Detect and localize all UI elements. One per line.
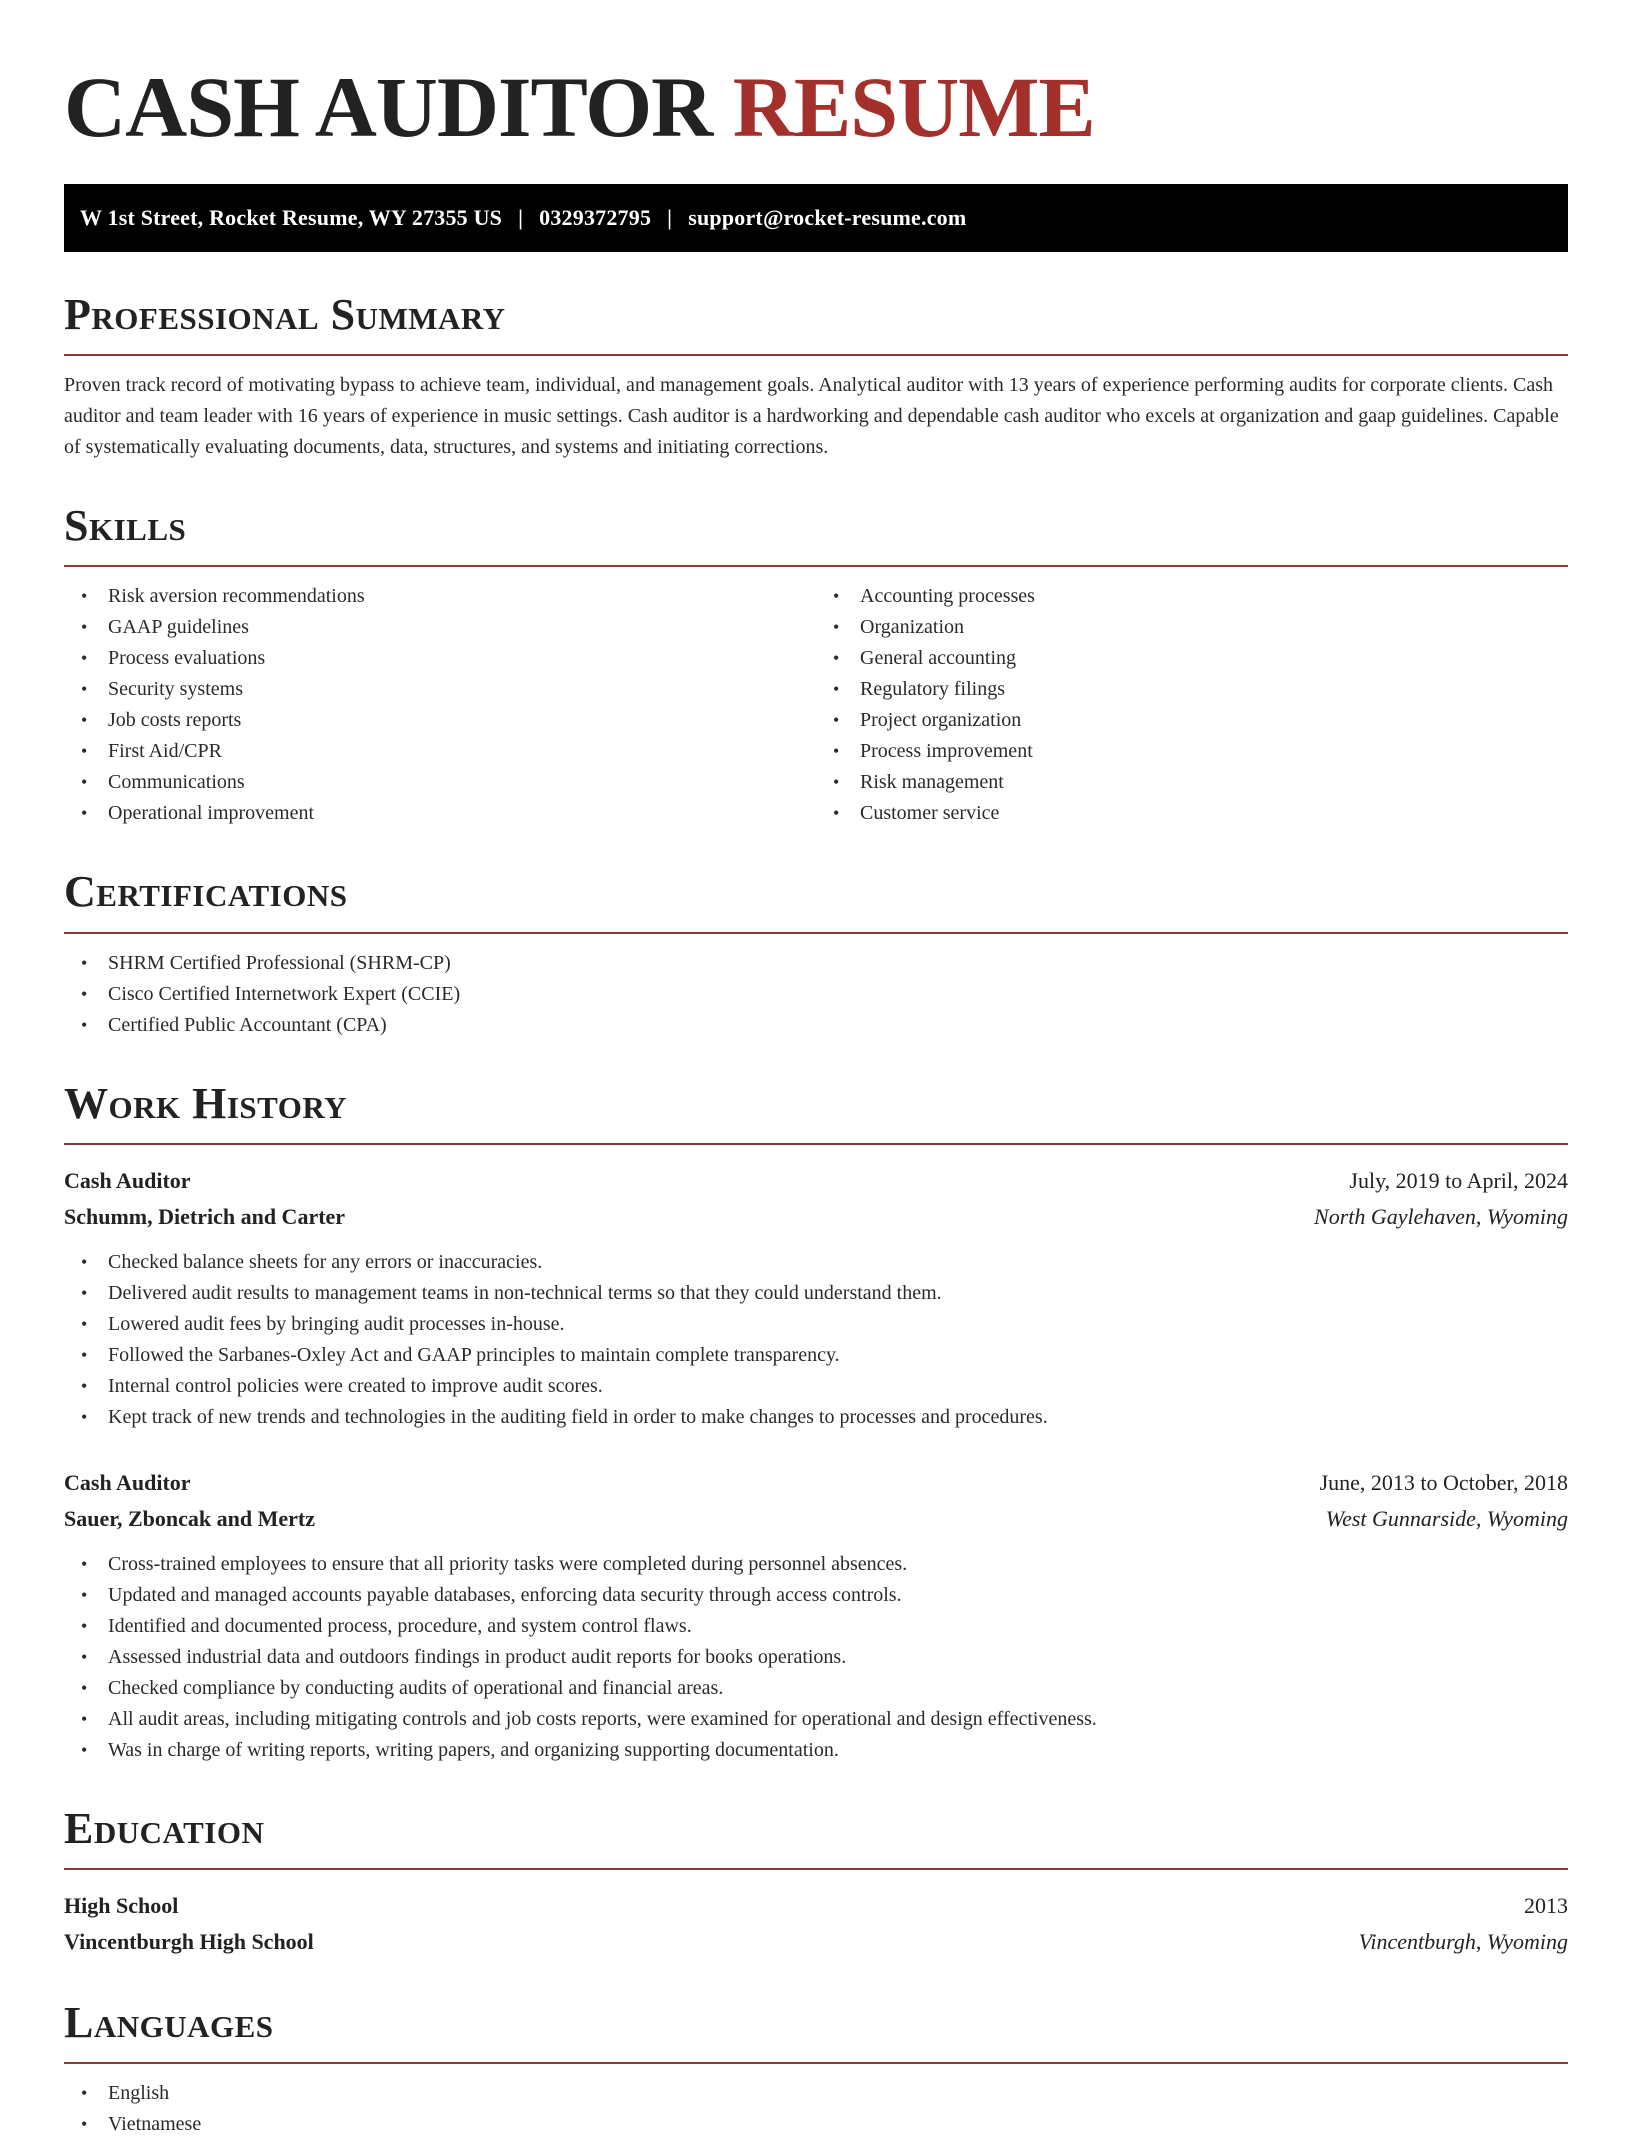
skills-list-left	[64, 581, 816, 829]
education-entry	[64, 1888, 1568, 1960]
skill-item: • Process improvement	[816, 736, 1568, 767]
job-duty-item: • All audit areas, including mitigating controls and job costs reports, were examined for operational and design effectiveness.	[64, 1704, 1568, 1735]
job-duty-item: • Updated and managed accounts payable databases, enforcing data security through access controls.	[64, 1580, 1568, 1611]
title-main: CASH AUDITOR	[64, 59, 713, 155]
section-divider	[64, 1143, 1568, 1145]
contact-separator: |	[667, 205, 673, 230]
job-duty-item: • Was in charge of writing reports, writing papers, and organizing supporting documentation.	[64, 1735, 1568, 1766]
job-duty-item: • Kept track of new trends and technologies in the auditing field in order to make changes to processes and procedures.	[64, 1402, 1568, 1433]
skill-item: • Risk aversion recommendations	[64, 581, 816, 612]
language-item: • Vietnamese	[64, 2109, 1568, 2140]
languages-list	[64, 2078, 1568, 2140]
section-divider	[64, 354, 1568, 356]
job-duties-list	[64, 1247, 1568, 1433]
job-entry	[64, 1163, 1568, 1433]
education-degree-row	[64, 1888, 1568, 1924]
job-company-row	[64, 1501, 1568, 1537]
certifications-heading: Certifications	[64, 867, 348, 917]
skill-item: • Organization	[816, 612, 1568, 643]
job-company-row	[64, 1199, 1568, 1235]
job-location: North Gaylehaven, Wyoming	[1314, 1203, 1568, 1229]
skills-list-right	[816, 581, 1568, 829]
education-heading: Education	[64, 1803, 265, 1853]
job-duty-item: • Checked balance sheets for any errors or inaccuracies.	[64, 1247, 1568, 1278]
job-title: Cash Auditor	[64, 1167, 191, 1193]
contact-bar	[64, 184, 1568, 252]
resume-title	[64, 56, 1568, 155]
job-company: Schumm, Dietrich and Carter	[64, 1203, 346, 1229]
job-header-row	[64, 1163, 1568, 1199]
title-accent: RESUME	[732, 59, 1095, 155]
education-school: Vincentburgh High School	[64, 1928, 314, 1954]
skill-item: • General accounting	[816, 643, 1568, 674]
job-header-row	[64, 1465, 1568, 1501]
job-duty-item: • Cross-trained employees to ensure that all priority tasks were completed during personnel absences.	[64, 1549, 1568, 1580]
languages-heading: Languages	[64, 1997, 274, 2047]
skill-item: • Risk management	[816, 767, 1568, 798]
skill-item: • Project organization	[816, 705, 1568, 736]
skill-item: • GAAP guidelines	[64, 612, 816, 643]
job-dates: July, 2019 to April, 2024	[1349, 1167, 1568, 1193]
certifications-section	[64, 869, 1568, 1040]
skill-item: • Security systems	[64, 674, 816, 705]
contact-email: support@rocket-resume.com	[688, 205, 967, 230]
job-duty-item: • Lowered audit fees by bringing audit processes in-house.	[64, 1309, 1568, 1340]
contact-phone: 0329372795	[539, 205, 652, 230]
education-year: 2013	[1524, 1892, 1568, 1918]
job-duties-list	[64, 1549, 1568, 1766]
education-section	[64, 1803, 1568, 1960]
contact-separator: |	[518, 205, 524, 230]
job-duty-item: • Internal control policies were created to improve audit scores.	[64, 1371, 1568, 1402]
certification-item: • Certified Public Accountant (CPA)	[64, 1010, 1568, 1041]
job-location: West Gunnarside, Wyoming	[1325, 1505, 1568, 1531]
skill-item: • Accounting processes	[816, 581, 1568, 612]
summary-heading: Professional Summary	[64, 290, 506, 339]
summary-text: Proven track record of motivating bypass to achieve team, individual, and management goals. Analytical auditor with 13 years of experience performing audits for corporate clients. Cash auditor and team leader with 16 years of experience in music settings. Cash auditor is a hardworking and dependable cash auditor who excels at organization and gaap guidelines. Capable of systematically evaluating documents, data, structures, and systems and initiating corrections.	[64, 374, 1559, 459]
education-school-row	[64, 1924, 1568, 1960]
certification-item: • Cisco Certified Internetwork Expert (CCIE)	[64, 979, 1568, 1010]
certifications-list	[64, 948, 1568, 1041]
job-dates: June, 2013 to October, 2018	[1319, 1469, 1568, 1495]
languages-section	[64, 1997, 1568, 2140]
skill-item: • Job costs reports	[64, 705, 816, 736]
skill-item: • Process evaluations	[64, 643, 816, 674]
section-divider	[64, 1868, 1568, 1870]
job-duty-item: • Identified and documented process, procedure, and system control flaws.	[64, 1611, 1568, 1642]
job-company: Sauer, Zboncak and Mertz	[64, 1505, 315, 1531]
work-history-section	[64, 1078, 1568, 1766]
skill-item: • Regulatory filings	[816, 674, 1568, 705]
skills-section	[64, 503, 1568, 829]
contact-address: W 1st Street, Rocket Resume, WY 27355 US	[80, 205, 503, 230]
skills-heading: Skills	[64, 501, 187, 551]
certification-item: • SHRM Certified Professional (SHRM-CP)	[64, 948, 1568, 979]
education-location: Vincentburgh, Wyoming	[1358, 1928, 1568, 1954]
skill-item: • Operational improvement	[64, 798, 816, 829]
section-divider	[64, 932, 1568, 934]
job-duty-item: • Checked compliance by conducting audits of operational and financial areas.	[64, 1673, 1568, 1704]
skill-item: • Communications	[64, 767, 816, 798]
skill-item: • First Aid/CPR	[64, 736, 816, 767]
language-item: • English	[64, 2078, 1568, 2109]
job-title: Cash Auditor	[64, 1469, 191, 1495]
job-duty-item: • Followed the Sarbanes-Oxley Act and GAAP principles to maintain complete transparency.	[64, 1340, 1568, 1371]
skill-item: • Customer service	[816, 798, 1568, 829]
job-duty-item: • Assessed industrial data and outdoors findings in product audit reports for books operations.	[64, 1642, 1568, 1673]
section-divider	[64, 2062, 1568, 2064]
job-entry	[64, 1465, 1568, 1766]
work-history-heading: Work History	[64, 1078, 348, 1128]
job-duty-item: • Delivered audit results to management teams in non-technical terms so that they could understand them.	[64, 1278, 1568, 1309]
skills-grid	[64, 567, 1568, 829]
education-degree: High School	[64, 1892, 179, 1918]
summary-section	[64, 292, 1568, 463]
